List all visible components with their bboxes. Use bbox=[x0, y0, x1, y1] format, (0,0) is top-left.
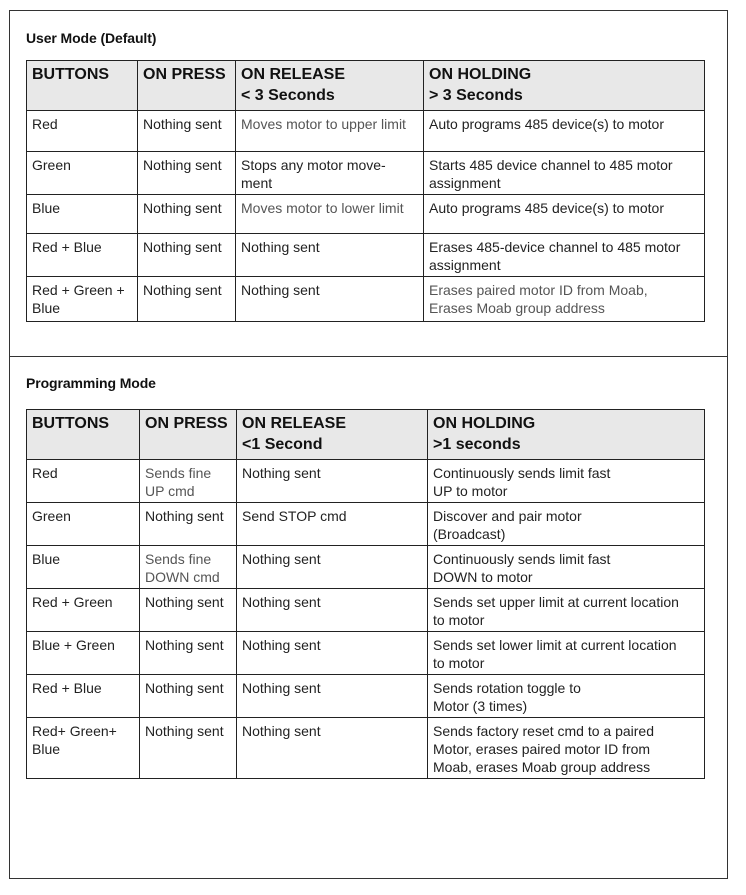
cell-buttons: Red+ Green+ Blue bbox=[27, 718, 140, 779]
table-row bbox=[27, 460, 705, 503]
cell-on-press: Nothing sent bbox=[140, 589, 237, 632]
programming-mode-title: Programming Mode bbox=[26, 375, 156, 391]
cell-buttons: Red bbox=[27, 111, 138, 152]
cell-on-holding: Erases 485-device channel to 485 motor assignment bbox=[424, 234, 705, 277]
cell-buttons: Red + Green + Blue bbox=[27, 277, 138, 322]
cell-on-release: Nothing sent bbox=[237, 675, 428, 718]
cell-on-release: Nothing sent bbox=[237, 718, 428, 779]
cell-buttons: Red + Blue bbox=[27, 675, 140, 718]
cell-on-release: Nothing sent bbox=[236, 277, 424, 322]
table-row bbox=[27, 234, 705, 277]
cell-on-holding: Continuously sends limit fast UP to motor bbox=[428, 460, 705, 503]
header-on-holding: ON HOLDING >1 seconds bbox=[428, 410, 705, 460]
table-row bbox=[27, 111, 705, 152]
table-row bbox=[27, 195, 705, 234]
cell-on-holding: Auto programs 485 device(s) to motor bbox=[424, 195, 705, 234]
cell-on-release: Stops any motor move- ment bbox=[236, 152, 424, 195]
table-header-row bbox=[27, 61, 705, 111]
cell-buttons: Green bbox=[27, 503, 140, 546]
header-buttons: BUTTONS bbox=[27, 61, 138, 111]
header-on-release: ON RELEASE <1 Second bbox=[237, 410, 428, 460]
header-on-holding: ON HOLDING > 3 Seconds bbox=[424, 61, 705, 111]
cell-buttons: Red bbox=[27, 460, 140, 503]
table-row bbox=[27, 675, 705, 718]
table-row bbox=[27, 718, 705, 779]
header-buttons: BUTTONS bbox=[27, 410, 140, 460]
cell-on-press: Nothing sent bbox=[140, 675, 237, 718]
header-on-release: ON RELEASE < 3 Seconds bbox=[236, 61, 424, 111]
cell-buttons: Blue bbox=[27, 546, 140, 589]
cell-on-press: Sends fine UP cmd bbox=[140, 460, 237, 503]
cell-on-press: Nothing sent bbox=[140, 718, 237, 779]
cell-on-holding: Auto programs 485 device(s) to motor bbox=[424, 111, 705, 152]
table-header-row bbox=[27, 410, 705, 460]
cell-on-press: Nothing sent bbox=[138, 111, 236, 152]
cell-on-press: Nothing sent bbox=[140, 503, 237, 546]
cell-on-holding: Erases paired motor ID from Moab, Erases Moab group address bbox=[424, 277, 705, 322]
cell-on-release: Moves motor to lower limit bbox=[236, 195, 424, 234]
cell-on-holding: Discover and pair motor (Broadcast) bbox=[428, 503, 705, 546]
cell-on-release: Nothing sent bbox=[237, 589, 428, 632]
cell-on-release: Nothing sent bbox=[236, 234, 424, 277]
cell-on-press: Nothing sent bbox=[138, 234, 236, 277]
cell-on-holding: Starts 485 device channel to 485 motor assignment bbox=[424, 152, 705, 195]
cell-on-holding: Sends set lower limit at current location to motor bbox=[428, 632, 705, 675]
programming-mode-table bbox=[26, 409, 705, 779]
table-row bbox=[27, 546, 705, 589]
cell-buttons: Red + Green bbox=[27, 589, 140, 632]
cell-on-holding: Sends rotation toggle to Motor (3 times) bbox=[428, 675, 705, 718]
table-row bbox=[27, 277, 705, 322]
section-divider bbox=[9, 356, 728, 357]
cell-buttons: Green bbox=[27, 152, 138, 195]
table-row bbox=[27, 503, 705, 546]
table-row bbox=[27, 632, 705, 675]
table-row bbox=[27, 589, 705, 632]
cell-on-release: Moves motor to upper limit bbox=[236, 111, 424, 152]
cell-on-release: Nothing sent bbox=[237, 546, 428, 589]
cell-on-press: Nothing sent bbox=[138, 277, 236, 322]
cell-buttons: Blue + Green bbox=[27, 632, 140, 675]
cell-on-release: Nothing sent bbox=[237, 460, 428, 503]
cell-on-press: Nothing sent bbox=[138, 152, 236, 195]
header-on-press: ON PRESS bbox=[140, 410, 237, 460]
cell-on-release: Send STOP cmd bbox=[237, 503, 428, 546]
user-mode-table bbox=[26, 60, 705, 322]
cell-on-press: Sends fine DOWN cmd bbox=[140, 546, 237, 589]
cell-on-press: Nothing sent bbox=[138, 195, 236, 234]
cell-on-holding: Sends factory reset cmd to a paired Motor, erases paired motor ID from Moab, erases Moab group address bbox=[428, 718, 705, 779]
header-on-press: ON PRESS bbox=[138, 61, 236, 111]
cell-on-release: Nothing sent bbox=[237, 632, 428, 675]
table-row bbox=[27, 152, 705, 195]
cell-on-press: Nothing sent bbox=[140, 632, 237, 675]
cell-buttons: Blue bbox=[27, 195, 138, 234]
cell-on-holding: Continuously sends limit fast DOWN to motor bbox=[428, 546, 705, 589]
cell-on-holding: Sends set upper limit at current location to motor bbox=[428, 589, 705, 632]
user-mode-title: User Mode (Default) bbox=[26, 30, 157, 46]
cell-buttons: Red + Blue bbox=[27, 234, 138, 277]
